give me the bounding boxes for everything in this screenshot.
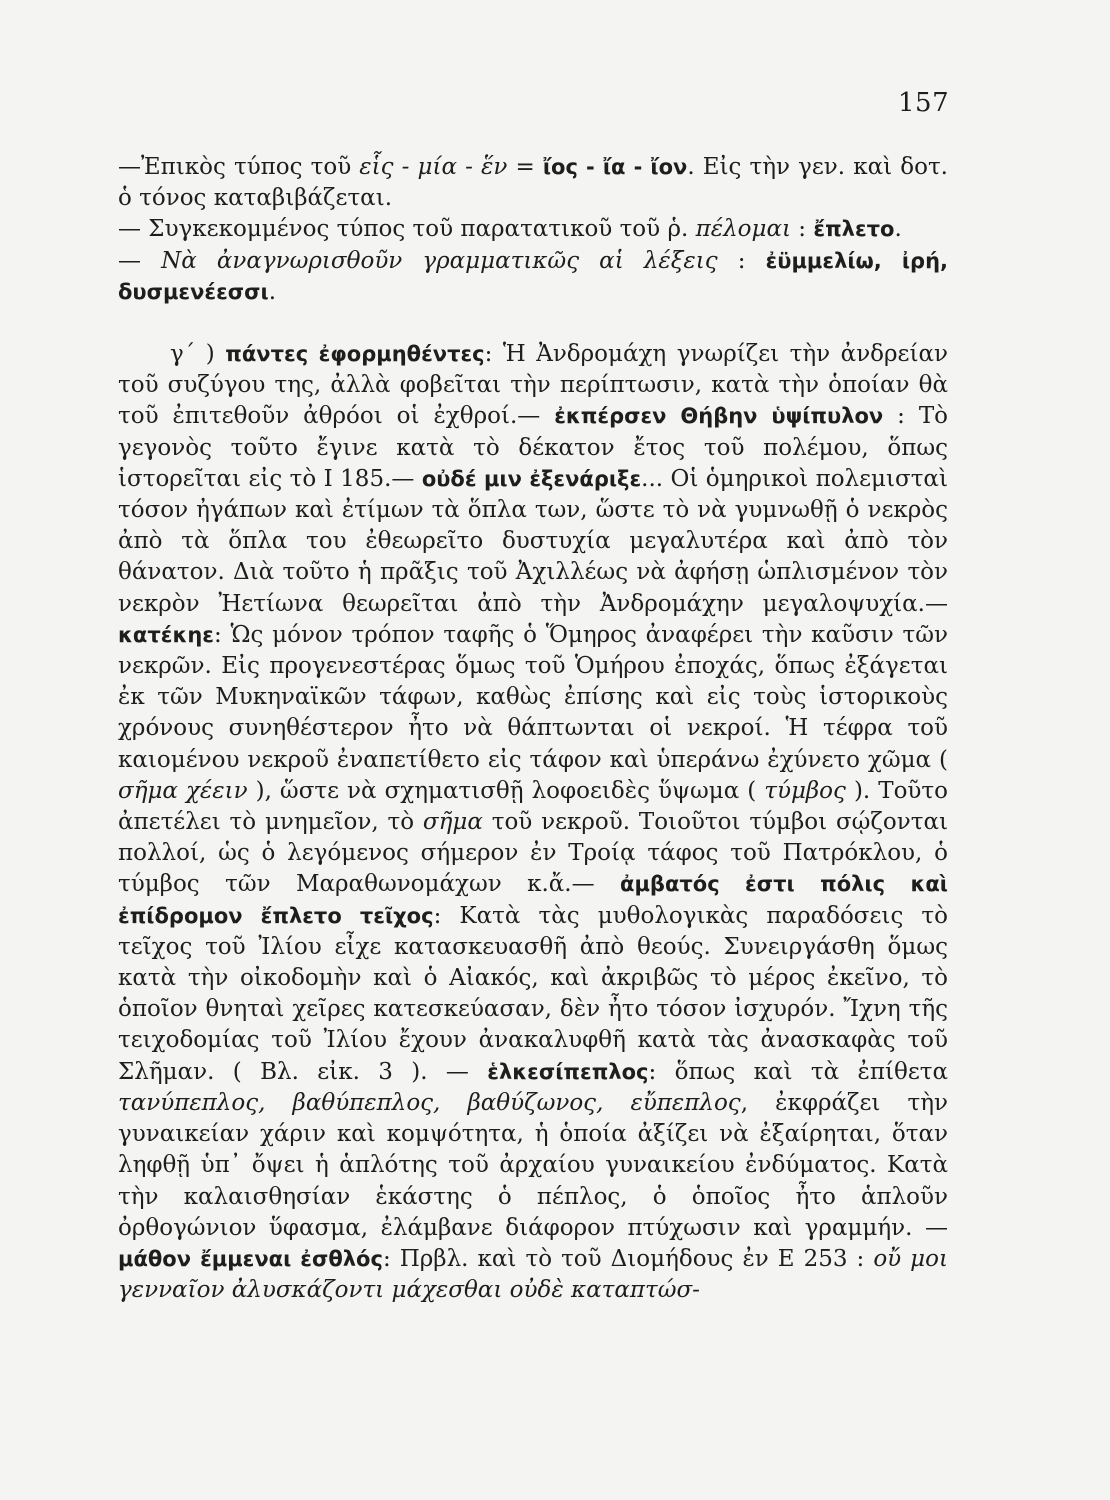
lemma-heading: οὐδέ μιν ἐξενάριξε bbox=[421, 466, 642, 491]
text-run: — Συγκεκομμένος τύπος τοῦ παρατατικοῦ τοῦ ῥ. bbox=[118, 216, 696, 243]
text-run: = bbox=[507, 154, 543, 180]
text-run: : ὅπως καὶ τὰ ἐπίθετα bbox=[648, 1058, 948, 1085]
text-run: : Ὡς μόνον τρόπον ταφῆς ὁ Ὅμηρος ἀναφέρει τὴν καῦσιν τῶν νεκρῶν. Εἰς προγενεστέρας ὅμως τοῦ Ὁμήρου ἐποχάς, ὅπως ἐξάγεται ἐκ τῶν Μυκηναϊκῶν τάφων, καθὼς ἐπίσης καὶ εἰς τοὺς ἱστορικοὺς χρόνους συνηθέστερον ἦτο νὰ θάπτωνται οἱ νεκροί. Ἡ τέφρα τοῦ καιομένου νεκροῦ ἐναπετίθετο εἰς τάφον καὶ ὑπεράνω ἐχύνετο χῶμα ( bbox=[118, 621, 948, 773]
text-run: : bbox=[791, 216, 814, 243]
italic-text: πέλομαι bbox=[695, 216, 791, 243]
italic-text: Νὰ ἀναγνωρισθοῦν γραμματικῶς αἱ λέξεις bbox=[161, 247, 718, 274]
text-run: —Ἐπικὸς τύπος τοῦ bbox=[118, 154, 360, 180]
italic-text: οὔ μοι γενναῖον ἀλυσκάζοντι μάχεσθαι οὐδὲ καταπτώσ- bbox=[118, 1245, 948, 1304]
text-run: τοῦ νεκροῦ. Τοιοῦτοι τύμβοι σῴζονται πολλοί, ὡς ὁ λεγόμενος σήμερον ἐν Τροίᾳ τάφος τοῦ Πατρόκλου, ὁ τύμβος τῶν Μαραθωνομάχων κ.ἄ.— bbox=[118, 809, 948, 898]
page-number: 157 bbox=[898, 88, 950, 118]
text-run: : bbox=[717, 247, 766, 274]
text-run: ). Τοῦτο ἀπετέλει τὸ μνημεῖον, τὸ bbox=[118, 777, 948, 836]
italic-text: εἷς - μία - ἕν bbox=[359, 154, 508, 180]
lemma-heading: ἐκπέρσεν Θήβην ὑψίπυλον bbox=[554, 404, 884, 429]
lemma-heading: ἴος - ἴα - ἴον bbox=[542, 155, 688, 179]
text-run: : Τὸ γεγονὸς τοῦτο ἔγινε κατὰ τὸ δέκατον ἔτος τοῦ πολέμου, ὅπως ἱστορεῖται εἰς τὸ Ι 185.— bbox=[118, 403, 949, 492]
text-run: : Κατὰ τὰς μυθολογικὰς παραδόσεις τὸ τεῖχος τοῦ Ἰλίου εἶχε κατασκευασθῆ ἀπὸ θεούς. Συνειργάσθη ὅμως κατὰ τὴν οἰκοδομὴν καὶ ὁ Αἰακός, καὶ ἀκριβῶς τὸ μέρος ἐκεῖνο, τὸ ὁποῖον θνηταὶ χεῖρες κατεσκεύασαν, δὲν ἦτο τόσον ἰσχυρόν. Ἴχνη τῆς τειχοδομίας τοῦ Ἰλίου ἔχουν ἀνακαλυφθῆ κατὰ τὰς ἀνασκαφὰς τοῦ Σλῆμαν. ( Βλ. εἰκ. 3 ). — bbox=[118, 902, 948, 1085]
text-run: — bbox=[118, 247, 162, 274]
text-run: . Εἰς τὴν γεν. καὶ δοτ. ὁ τόνος καταβιβάζεται. bbox=[118, 154, 948, 212]
text-run: . bbox=[894, 216, 902, 243]
lemma-heading: ἐϋμμελίω, ἰρή, δυσμενέεσσι bbox=[118, 248, 949, 304]
italic-text: τύμβος bbox=[764, 777, 846, 804]
text-run: : Πρβλ. καὶ τὸ τοῦ Διομήδους ἐν Ε 253 : bbox=[382, 1245, 874, 1272]
text-run: : Ἡ Ἀνδρομάχη γνωρίζει τὴν ἀνδρείαν τοῦ συζύγου της, ἀλλὰ φοβεῖται τὴν περίπτωσιν, κατὰ τὴν ὁποίαν θὰ τοῦ ἐπιτεθοῦν ἀθρόοι οἱ ἐχθροί.— bbox=[118, 341, 949, 430]
text-run: ... Οἱ ὁμηρικοὶ πολεμισταὶ τόσον ἠγάπων καὶ ἐτίμων τὰ ὅπλα των, ὥστε τὸ νὰ γυμνωθῇ ὁ νεκρὸς ἀπὸ τὰ ὅπλα του ἐθεωρεῖτο δυστυχία μεγαλυτέρα καὶ ἀπὸ τὸν θάνατον. Διὰ τοῦτο ἡ πρᾶξις τοῦ Ἀχιλλέως νὰ ἀφήσῃ ὡπλισμένον τὸν νεκρὸν Ἠετίωνα θεωρεῖται ἀπὸ τὴν Ἀνδρομάχην μεγαλοψυχία.— bbox=[118, 465, 948, 617]
text-run: ), ὥστε νὰ σχηματισθῇ λοφοειδὲς ὕψωμα ( bbox=[247, 777, 765, 804]
lemma-heading: ἑλκεσίπεπλος bbox=[487, 1059, 649, 1084]
italic-text: σῆμα χέειν bbox=[118, 777, 248, 804]
paragraph bbox=[118, 339, 948, 1306]
italic-text: σῆμα bbox=[422, 809, 483, 836]
text-run: , ἐκφράζει τὴν γυναικείαν χάριν καὶ κομψότητα, ἡ ὁποία ἀξίζει νὰ ἐξαίρηται, ὅταν ληφθῇ ὑπ᾿ ὄψει ἡ ἁπλότης τοῦ ἀρχαίου γυναικείου ἐνδύματος. Κατὰ τὴν καλαισθησίαν ἑκάστης ὁ πέπλος, ὁ ὁποῖος ἦτο ἁπλοῦν ὀρθογώνιον ὕφασμα, ἐλάμβανε διάφορον πτύχωσιν καὶ γραμμήν. — bbox=[118, 1089, 948, 1241]
lemma-heading: ἔπλετο bbox=[813, 217, 895, 242]
paragraph bbox=[118, 214, 948, 245]
lemma-heading: κατέκηε bbox=[118, 622, 214, 647]
text-run: γ΄ ) bbox=[170, 341, 226, 368]
lemma-heading: πάντες ἐφορμηθέντες bbox=[225, 342, 485, 367]
italic-text: τανύπεπλος, βαθύπεπλος, βαθύζωνος, εὔπεπλος bbox=[118, 1089, 741, 1116]
text-run: . bbox=[268, 278, 276, 305]
lemma-heading: μάθον ἔμμεναι ἐσθλός bbox=[118, 1246, 383, 1271]
commentary-text bbox=[118, 152, 948, 1306]
lemma-heading: ἀμβατός ἐστι πόλις καὶ ἐπίδρομον ἔπλετο τεῖχος bbox=[118, 872, 948, 928]
paragraph bbox=[118, 152, 948, 214]
paragraph bbox=[118, 246, 948, 308]
